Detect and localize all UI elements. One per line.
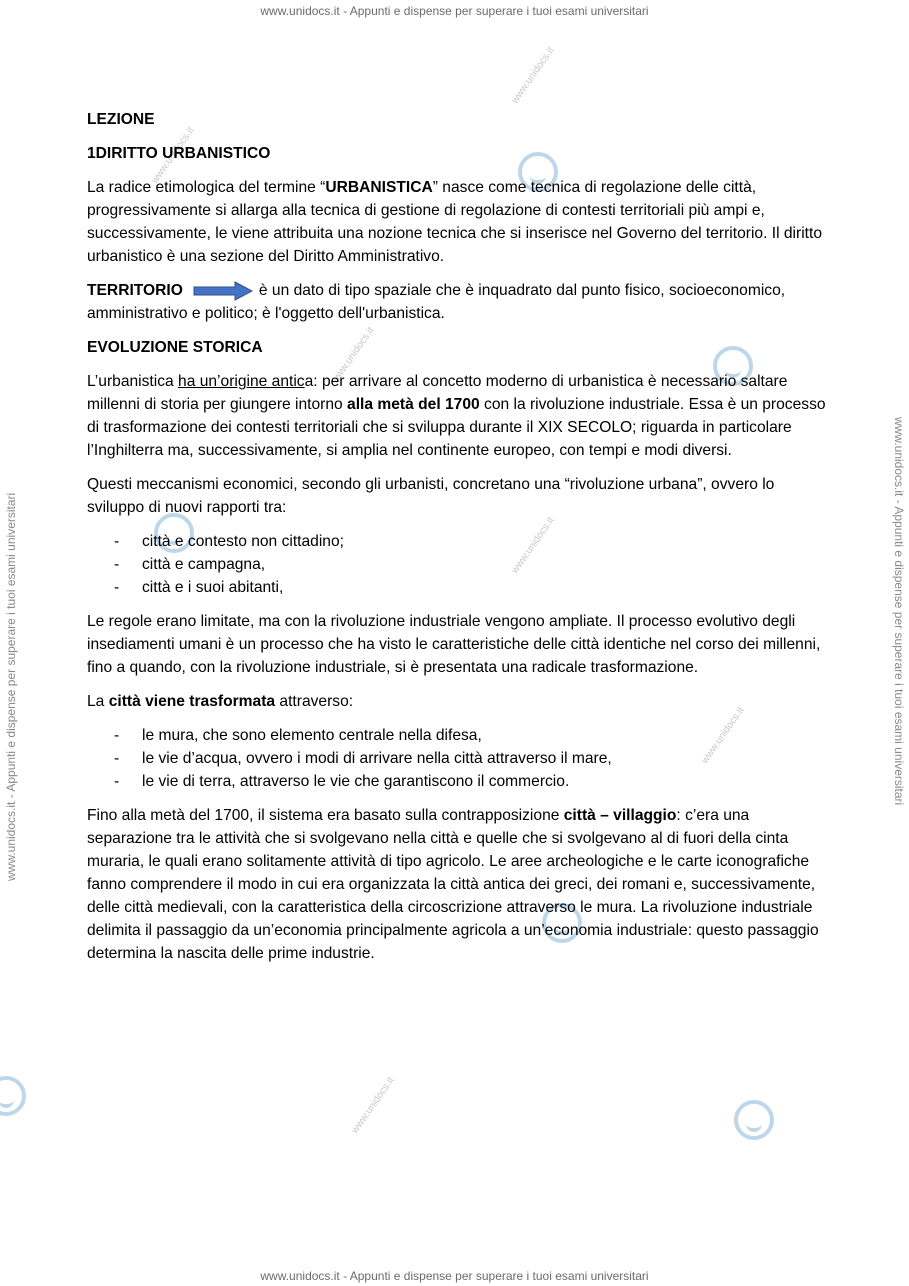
right-side-watermark: www.unidocs.it - Appunti e dispense per superare i tuoi esami universitari (892, 417, 906, 806)
diagonal-watermark: www.unidocs.it (699, 705, 747, 766)
left-side-watermark: www.unidocs.it - Appunti e dispense per superare i tuoi esami universitari (4, 492, 18, 881)
transformation-text-c: attraverso: (275, 693, 354, 710)
intro-text-a: La radice etimologica del termine “ (87, 179, 326, 196)
city-village-bold: città – villaggio (563, 807, 677, 824)
arrow-right-icon (193, 281, 253, 301)
document-title: 1DIRITTO URBANISTICO (87, 145, 271, 162)
rules-paragraph: Le regole erano limitate, ma con la rivoluzione industriale vengono ampliate. Il processo evolutivo degli insediamenti umani è un processo che ha visto le caratteristiche delle città identiche nel corso dei millenni, fino a quando, con la rivoluzione industriale, si è presentata una radicale trasformazione. (87, 613, 821, 676)
transformation-text-a: La (87, 693, 109, 710)
origin-paragraph (87, 370, 827, 462)
city-village-paragraph (87, 804, 827, 965)
diagonal-watermark: www.unidocs.it (149, 125, 197, 186)
watermark-logo-icon (0, 1076, 26, 1116)
transformation-list (87, 724, 827, 793)
list-item: - le mura, che sono elemento centrale nella difesa, (87, 724, 827, 747)
mechanisms-paragraph: Questi meccanismi economici, secondo gli urbanisti, concretano una “rivoluzione urbana”, ovvero lo sviluppo di nuovi rapporti tra: (87, 476, 775, 516)
transformation-paragraph (87, 690, 827, 713)
origin-text-e: con la rivoluzione industriale. Essa è un processo di trasformazione dei contesti territoriali che si sviluppa durante il XIX SECOLO; riguarda in particolare l’Inghilterra ma, successivamente, si amplia nel continente europeo, con tempi e modi diversi. (87, 396, 826, 459)
evoluzione-heading: EVOLUZIONE STORICA (87, 339, 263, 356)
diagonal-watermark: www.unidocs.it (349, 1075, 397, 1136)
intro-paragraph (87, 176, 827, 268)
document-body (87, 108, 827, 976)
list-item: - città e i suoi abitanti, (87, 576, 827, 599)
city-village-text-a: Fino alla metà del 1700, il sistema era basato sulla contrapposizione (87, 807, 564, 824)
territorio-definition: è un dato di tipo spaziale che è inquadrato dal punto fisico, socioeconomico, amministrativo e politico; è l'oggetto dell'urbanistica. (87, 282, 786, 322)
header-watermark: www.unidocs.it - Appunti e dispense per superare i tuoi esami universitari (260, 4, 649, 18)
relations-list (87, 530, 827, 599)
origin-underlined: ha un’origine antic (178, 373, 305, 390)
term-territorio: TERRITORIO (87, 282, 183, 299)
lesson-label: LEZIONE (87, 111, 155, 128)
term-urbanistica: URBANISTICA (325, 179, 433, 196)
transformation-bold: città viene trasformata (108, 693, 276, 710)
list-item: - città e contesto non cittadino; (87, 530, 827, 553)
watermark-logo-icon (734, 1100, 774, 1140)
territorio-paragraph (87, 279, 827, 325)
intro-text-c: ” nasce come tecnica di regolazione delle città, progressivamente si allarga alla tecnica di gestione di regolazione di contesti territoriali più ampi e, successivamente, le viene attribuita una nozione tecnica che si inserisce nel Governo del territorio. Il diritto urbanistico è una sezione del Diritto Amministrativo. (87, 179, 823, 265)
city-village-text-c: : c’era una separazione tra le attività che si svolgevano nella città e quelle che si svolgevano al di fuori della cinta muraria, le quali erano solitamente attività di tipo agricolo. Le aree archeologiche e le carte iconografiche fanno comprendere il modo in cui era organizzata la città antica dei greci, dei romani e, successivamente, delle città medievali, con la caratteristica della circoscrizione attraverso le mura. La rivoluzione industriale delimita il passaggio da un’economia principalmente agricola a un’economia industriale: questo passaggio determina la nascita delle prime industrie. (87, 807, 819, 962)
diagonal-watermark: www.unidocs.it (509, 515, 557, 576)
footer-watermark: www.unidocs.it - Appunti e dispense per superare i tuoi esami universitari (260, 1269, 649, 1283)
list-item: - le vie d’acqua, ovvero i modi di arrivare nella città attraverso il mare, (87, 747, 827, 770)
list-item: - le vie di terra, attraverso le vie che garantiscono il commercio. (87, 770, 827, 793)
list-item: - città e campagna, (87, 553, 827, 576)
origin-text-a: L’urbanistica (87, 373, 179, 390)
diagonal-watermark: www.unidocs.it (329, 325, 377, 386)
diagonal-watermark: www.unidocs.it (509, 45, 557, 106)
origin-text-c: a: per arrivare al concetto moderno di urbanistica è necessario saltare millenni di storia per giungere intorno (87, 373, 788, 413)
origin-bold-date: alla metà del 1700 (347, 396, 480, 413)
